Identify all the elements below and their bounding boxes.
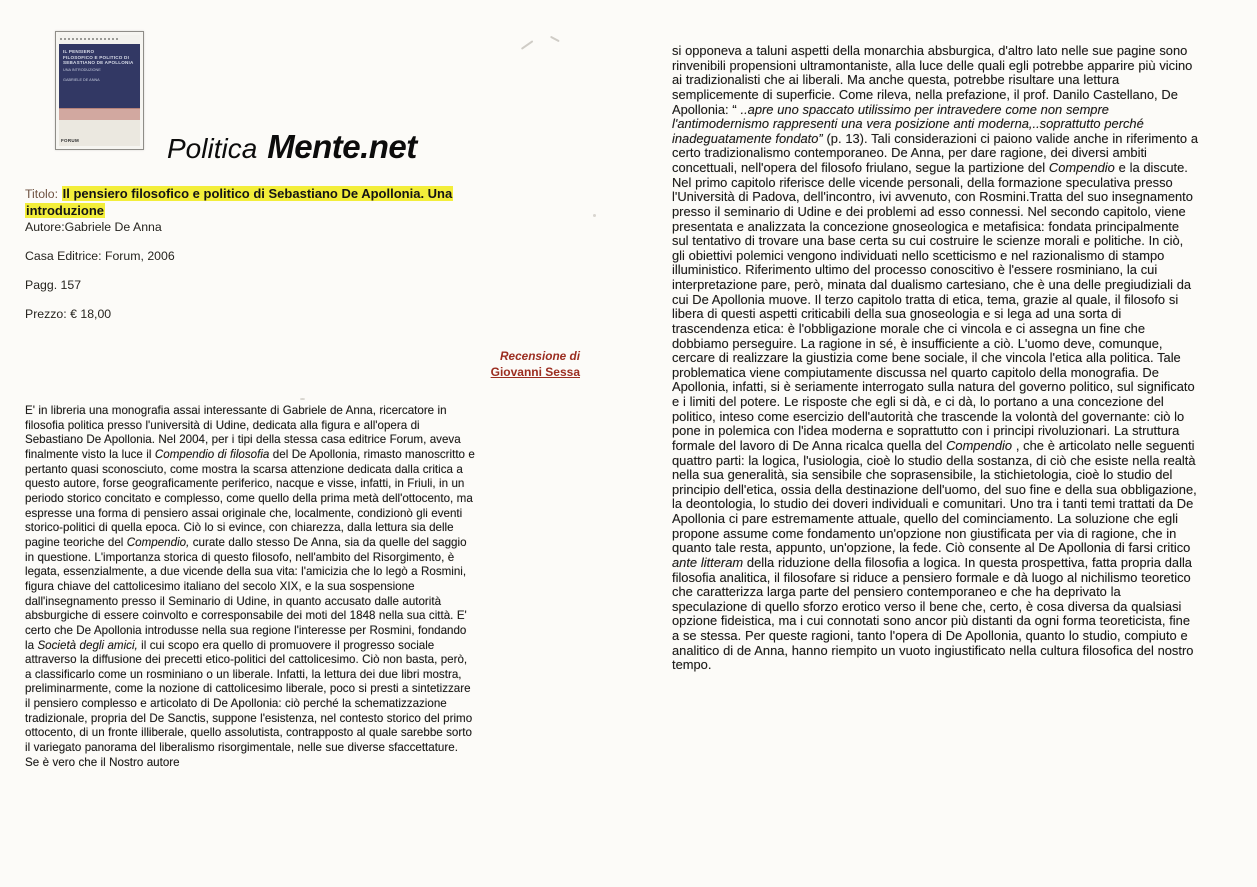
- scan-artifact: [300, 398, 305, 400]
- review-body-left-column: E' in libreria una monografia assai interessante di Gabriele de Anna, ricercatore in filosofia politica presso l'università di Udine, dedicata alla figura e all'opera di Sebastiano De Apollonia. Nel 2004, per i tipi della stessa casa editrice Forum, aveva finalmente visto la luce il Compendio di filosofia del De Apollonia, rimasto manoscritto e pertanto quasi sconosciuto, come mostra la scarsa attenzione dedicata dalla critica a questo autore, forse geograficamente periferico, nacque e visse, infatti, in Friuli, in un periodo storico concitato e complesso, come quello della prima metà dell'ottocento, ma espresse una forma di pensiero assai originale che, localmente, condizionò gli eventi storico-politici di quella epoca. Ciò lo si evince, con chiarezza, dalla lettura sia delle pagine teoriche del Compendio, curate dallo stesso De Anna, sia da quelle del saggio in questione. L'importanza storica di questo filosofo, nell'ambito del Risorgimento, è legata, essenzialmente, a due vicende della sua vita: l'amicizia che lo legò a Rosmini, figura chiave del cattolicesimo italiano del secolo XIX, e la sua sospensione dall'insegnamento presso il Seminario di Udine, in quanto accusato dalle autorità absburgiche di essere coinvolto e corresponsabile dei moti del 1848 nella sua città. E' certo che De Apollonia introdusse nella sua regione l'interesse per Rosmini, fondando la Società degli amici, il cui scopo era quello di promuovere il progresso sociale attraverso la diffusione dei precetti etico-politici del cattolicesimo. Ciò non basta, però, a classificarlo come un rosminiano o un liberale. Infatti, la lettura dei due libri mostra, preliminarmente, come la nozione di cattolicesimo liberale, poco si presti a sintetizzare il pensiero complesso e articolato di De Apollonia: ciò perché la schematizzazione tradizionale, propria del De Sanctis, suppone l'esistenza, nel contesto storico del primo ottocento, di un fronte illiberale, quello assolutista, contrapposto al quale sarebbe sorto il variegato panorama del liberalismo risorgimentale, nelle sue diverse sfaccettature. Se è vero che il Nostro autore: [25, 404, 475, 769]
- scan-pencil-mark: [516, 32, 568, 62]
- title-label: Titolo:: [25, 187, 59, 201]
- cover-series-text: [60, 38, 118, 40]
- author-line: Autore:Gabriele De Anna: [25, 220, 162, 234]
- cover-subtitle: UNA INTRODUZIONE: [63, 67, 101, 72]
- book-metadata: [25, 220, 445, 336]
- book-title: Il pensiero filosofico e politico di Sebastiano De Apollonia. Una introduzione: [26, 186, 453, 218]
- publisher-line: Casa Editrice: Forum, 2006: [25, 249, 175, 263]
- site-logo: [167, 128, 417, 166]
- site-logo-name: Mente.net: [267, 128, 417, 165]
- scan-artifact: [593, 214, 596, 217]
- cover-author: GABRIELE DE ANNA: [63, 77, 100, 82]
- review-body-right-column: si opponeva a taluni aspetti della monarchia absburgica, d'altro lato nelle sue pagine sono rinvenibili propensioni ultramontaniste, alla luce delle quali egli potrebbe apparire più vicino ai tradizionalisti che ai liberali. Ma anche questa, potrebbe risultare una lettura semplicemente di superficie. Come rileva, nella prefazione, il prof. Danilo Castellano, De Apollonia: “ ..apre uno spaccato utilissimo per intravedere come non sempre l'antimodernismo rappresenti una vera posizione anti moderna,..soprattutto perché inadeguatamente fondato” (p. 13). Tali considerazioni ci paiono valide anche in riferimento a certo tradizionalismo contemporaneo. De Anna, per dare ragione, dei diversi ambiti concettuali, nell'opera del filosofo friulano, segue la partizione del Compendio e la discute. Nel primo capitolo riferisce delle vicende personali, della formazione speculativa presso l'Università di Padova, dell'incontro, ivi avvenuto, con Rosmini.Tratta del suo insegnamento presso il seminario di Udine e dei problemi ad esso connessi. Nel secondo capitolo, viene presentata e analizzata la concezione gnoseologica e metafisica: fondata principalmente sul tentativo di trovare una base certa su cui costruire le scienze morali e politiche. In ciò, gli obiettivi polemici vengono individuati nello scetticismo e nel razionalismo di stampo illuministico. Riferimento ultimo del processo conoscitivo è l'essere rosminiano, la cui interpretazione pare, però, minata dal dualismo cartesiano, che è una delle pregiudiziali da cui De Apollonia muove. Il terzo capitolo tratta di etica, tema, grazie al quale, il filosofo si libera di questi aspetti criticabili della sua gnoseologia e si lega ad una sorta di trascendenza etica: è l'obbligazione morale che ci vincola e ci assegna un fine che dobbiamo perseguire. La ragione in sé, è insufficiente a ciò. L'uomo deve, comunque, cercare di realizzare la giustizia come bene sociale, il che vincola l'etica alla politica. Tale problematica viene compiutamente discussa nel quarto capitolo della monografia. De Apollonia, infatti, si è seriamente interrogato sulla natura del governo politico, sul significato e i limiti del potere. Le risposte che egli si dà, e ci dà, lo portano a una concezione del politico, inteso come esercizio dell'autorità che trascende la volontà del governante: ciò lo pone in polemica con l'idea moderna e soprattutto con i principi rivoluzionari. La struttura formale del lavoro di De Anna ricalca quella del Compendio , che è articolato nelle seguenti quattro parti: la logica, l'usiologia, cioè lo studio della sostanza, di ciò che esiste nella realtà nella sua generalità, sia sensibile che soprasensibile, la stichietologia, cioè lo studio del principio dell'etica, ossia della destinazione dell'uomo, del suo fine e della sua obbligazione, la deontologia, lo studio dei doveri individuali e comunitari. Uno tra i tanti temi trattati da De Apollonia ci pare estremamente attuale, quello del cominciamento. La soluzione che egli propone assume come fondamento un'opzione non giustificata per via di ragione, che in quanto tale resta, appunto, un'opzione, la fede. Ciò consente al De Apollonia di farsi critico ante litteram della riduzione della filosofia a logica. In questa prospettiva, fatta propria dalla filosofia analitica, il filosofare si riduce a pensiero formale e dà luogo al nichilismo teoretico che caratterizza larga parte del pensiero contemporaneo e che ha deprivato la speculazione di quello sforzo erotico verso il bene che, certo, è cosa diversa da qualsiasi opzione fideistica, ma i cui connotati sono ancor più distanti da ogni forma teoreticista, fine a se stessa. Per queste ragioni, tanto l'opera di De Apollonia, quanto lo studio, compiuto e analitico di de Anna, hanno riempito un vuoto ingiustificato nella cultura filosofica del nostro tempo.: [672, 43, 1198, 673]
- site-logo-prefix: Politica: [167, 133, 258, 164]
- cover-publisher-logo: FORUM: [61, 138, 79, 143]
- cover-top-band: [59, 35, 140, 44]
- pages-line: Pagg. 157: [25, 278, 82, 292]
- cover-footer: [59, 120, 140, 146]
- cover-title: IL PENSIERO FILOSOFICO E POLITICO DI SEBASTIANO DE APOLLONIA: [63, 49, 134, 66]
- reviewer-link[interactable]: Giovanni Sessa: [490, 365, 580, 379]
- price-line: Prezzo: € 18,00: [25, 307, 112, 321]
- byline-label: Recensione di: [500, 349, 580, 363]
- book-title-block: [25, 186, 485, 219]
- cover-front: [59, 44, 140, 108]
- reviewer-byline: [380, 350, 580, 381]
- cover-band: [59, 108, 140, 120]
- book-cover-image: [55, 31, 144, 150]
